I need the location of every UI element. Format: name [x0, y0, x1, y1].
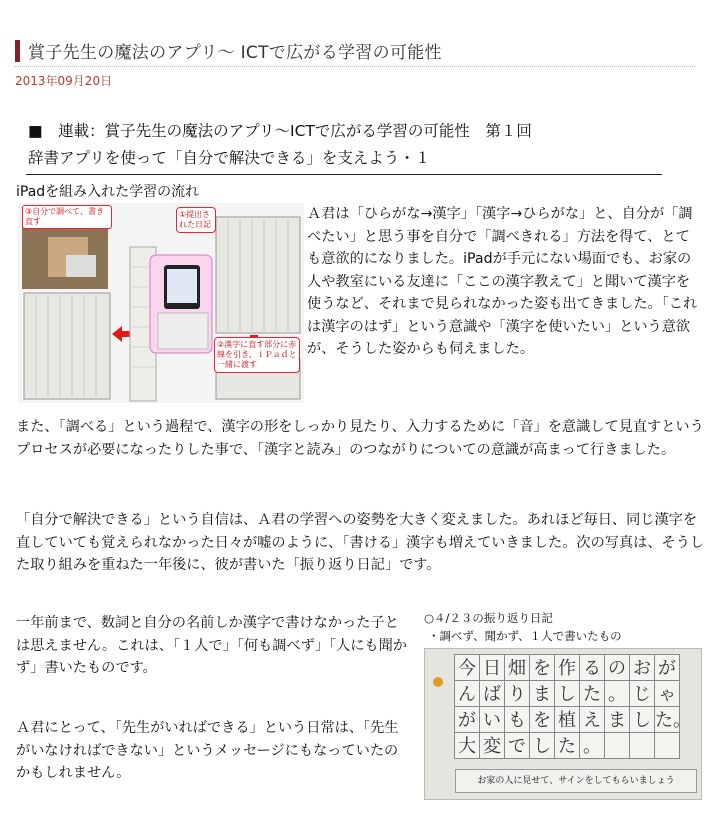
- section-heading: [28, 118, 532, 172]
- paragraph-2: また、「調べる」という過程で、漢字の形をしっかり見たり、入力するために「音」を意識して見直すというプロセスが必要になったりした事で、「漢字と読み」のつながりについての意識が高まって行きました。: [16, 419, 704, 458]
- diary-cell: ゃ: [654, 680, 680, 707]
- diary-cell: [629, 732, 655, 759]
- diary-cell: り: [504, 680, 530, 707]
- diary-cell: ま: [604, 706, 630, 733]
- diary-cell: で: [504, 732, 530, 759]
- diary-cell: を: [529, 654, 555, 681]
- diary-cell: お: [629, 654, 655, 681]
- diary-caption-date: ○４/２３の振り返り日記: [424, 611, 553, 625]
- diary-cell: 植: [554, 706, 580, 733]
- diary-cell: を: [529, 706, 555, 733]
- diary-cell: ま: [529, 680, 555, 707]
- diary-cell: も: [504, 706, 530, 733]
- diary-cell: 畑: [504, 654, 530, 681]
- pin-icon: [433, 677, 443, 687]
- paragraph-1: Ａ君は「ひらがな→漢字」「漢字→ひらがな」と、自分が「調べたい」と思う事を自分で「調べきれる」方法を得て、とても意欲的になりました。iPadが手元にない場面でも、お家の人や教室にいる友達に「ここの漢字教えて」と聞いて漢字を使うなど、それまで見られなかった姿も出てきました。「これは漢字のはず」という意識や「漢字を使いたい」という意欲が、そうした姿からも伺えました。: [307, 206, 698, 357]
- diary-cell: 日: [479, 654, 505, 681]
- section-divider: [26, 174, 662, 175]
- diary-cell: し: [629, 706, 655, 733]
- section-heading-line1: ■ 連載：賞子先生の魔法のアプリ〜ICTで広がる学習の可能性 第１回: [28, 122, 532, 140]
- title-accent-bar: [15, 40, 20, 62]
- callout-red-line: ②漢字に直す部分に赤線を引き、ｉＰａｄと一緒に渡す: [214, 337, 300, 373]
- diary-cell: た: [554, 732, 580, 759]
- paragraph-4: 一年前まで、数詞と自分の名前しか漢字で書けなかった子とは思えません。これは、「１人で」「何も調べず」「人にも聞かず」書いたものです。: [16, 615, 407, 676]
- article-title[interactable]: 賞子先生の魔法のアプリ〜 ICTで広がる学習の可能性: [28, 43, 442, 63]
- article-date: 2013年09月20日: [15, 74, 113, 88]
- figure-caption: iPadを組み入れた学習の流れ: [16, 184, 200, 200]
- diary-cell: [604, 732, 630, 759]
- callout-self-check: ③自分で調べて、書き直す: [22, 205, 112, 229]
- diary-caption-note: ・調べず、聞かず、１人で書いたもの: [428, 629, 622, 643]
- callout-submitted-diary: ①提出された日記: [176, 207, 216, 233]
- diary-cell: る: [579, 654, 605, 681]
- title-divider: [15, 66, 695, 67]
- diary-cell: の: [604, 654, 630, 681]
- reflection-diary-photo: [424, 648, 702, 800]
- diary-cell: 大: [454, 732, 480, 759]
- diary-cell: い: [479, 706, 505, 733]
- diary-row: [455, 655, 695, 681]
- paragraph-3: 「自分で解決できる」という自信は、Ａ君の学習への姿勢を大きく変えました。あれほど毎日、同じ漢字を直していても覚えられなかった日々が嘘のように、「書ける」漢字も増えていきました。次の写真は、そうした取り組みを重ねた一年後に、彼が書いた「振り返り日記」です。: [16, 512, 705, 573]
- submitted-diary: [216, 217, 300, 333]
- diary-cell: 。: [604, 680, 630, 707]
- diary-cell: 。: [579, 732, 605, 759]
- diary-cell: た。: [654, 706, 680, 733]
- diary-cell: 今: [454, 654, 480, 681]
- corrected-notebook: [24, 293, 110, 399]
- section-heading-line2: 辞書アプリを使って「自分で解決できる」を支えよう・１: [28, 149, 431, 167]
- diary-cell: た: [579, 680, 605, 707]
- diary-cell: が: [454, 706, 480, 733]
- diary-row: [455, 681, 695, 707]
- diary-cell: ば: [479, 680, 505, 707]
- diary-cell: じ: [629, 680, 655, 707]
- diary-row: [455, 707, 695, 733]
- diary-cell: [654, 732, 680, 759]
- diary-cell: 作: [554, 654, 580, 681]
- diary-cell: が: [654, 654, 680, 681]
- diary-grid: [455, 655, 695, 759]
- diary-row: [455, 733, 695, 759]
- learning-flow-illustration: [18, 203, 304, 403]
- diary-cell: ん: [454, 680, 480, 707]
- diary-cell: し: [554, 680, 580, 707]
- diary-cell: し: [529, 732, 555, 759]
- learning-flow-figure: [18, 203, 304, 403]
- diary-cell: 変: [479, 732, 505, 759]
- diary-cell: え: [579, 706, 605, 733]
- diary-footer: お家の人に見せて、サインをしてもらいましょう: [455, 769, 697, 793]
- paragraph-5: Ａ君にとって、「先生がいればできる」という日常は、「先生がいなければできない」というメッセージにもなっていたのかもしれません。: [16, 720, 399, 781]
